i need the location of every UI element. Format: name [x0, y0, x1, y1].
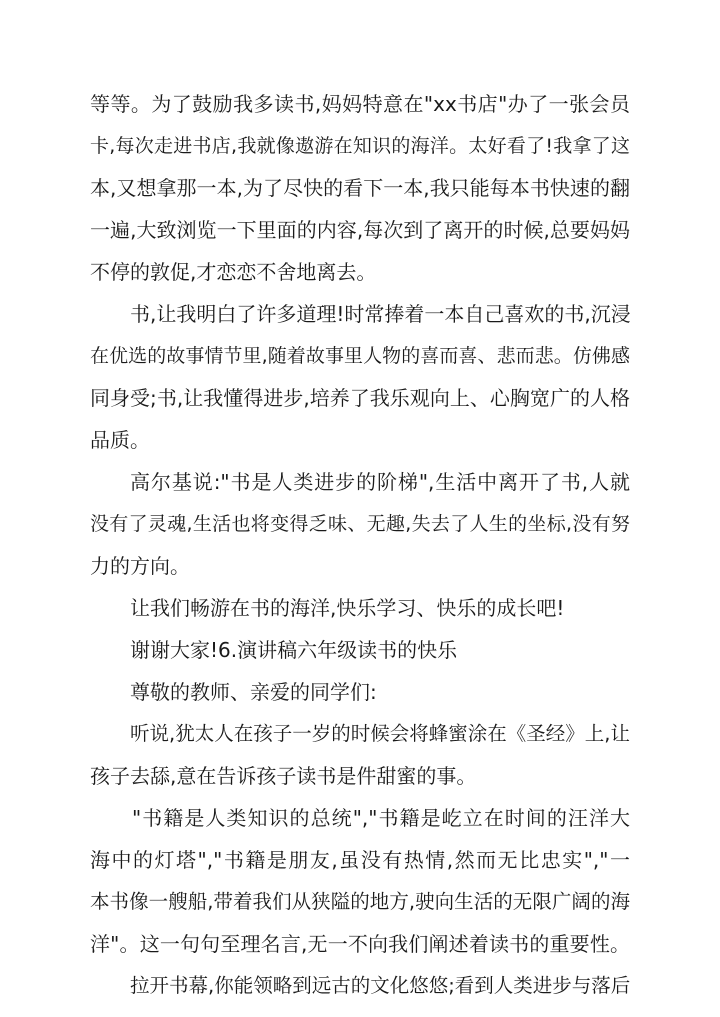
- paragraph-8-line-2: 海中的灯塔","书籍是朋友,虽没有热情,然而无比忠实","一: [90, 848, 630, 872]
- paragraph-2-line-1: 书,让我明白了许多道理!时常捧着一本自己喜欢的书,沉浸: [130, 302, 631, 326]
- paragraph-3-line-1: 高尔基说:"书是人类进步的阶梯",生活中离开了书,人就: [130, 470, 630, 494]
- paragraph-7-line-2: 孩子去舔,意在告诉孩子读书是件甜蜜的事。: [90, 764, 477, 788]
- paragraph-1-line-1: 等等。为了鼓励我多读书,妈妈特意在"xx书店"办了一张会员: [90, 92, 630, 116]
- paragraph-8-line-4: 洋"。这一句句至理名言,无一不向我们阐述着读书的重要性。: [90, 932, 630, 956]
- paragraph-2-line-2: 在优选的故事情节里,随着故事里人物的喜而喜、悲而悲。仿佛感: [90, 345, 630, 367]
- paragraph-1-line-5: 不停的敦促,才恋恋不舍地离去。: [90, 260, 377, 284]
- paragraph-1-line-4: 一遍,大致浏览一下里面的内容,每次到了离开的时候,总要妈妈: [90, 218, 630, 242]
- paragraph-1-line-3: 本,又想拿那一本,为了尽快的看下一本,我只能每本书快速的翻: [90, 176, 630, 200]
- paragraph-9-line-1: 拉开书幕,你能领略到远古的文化悠悠;看到人类进步与落后: [130, 974, 631, 997]
- paragraph-7-line-1: 听说,犹太人在孩子一岁的时候会将蜂蜜涂在《圣经》上,让: [130, 722, 630, 745]
- paragraph-5-line-1: 谢谢大家!6.演讲稿六年级读书的快乐: [130, 638, 458, 662]
- paragraph-3-line-2: 没有了灵魂,生活也将变得乏味、无趣,失去了人生的坐标,没有努: [90, 513, 630, 535]
- paragraph-8-line-1: "书籍是人类知识的总统","书籍是屹立在时间的汪洋大: [132, 806, 630, 830]
- paragraph-2-line-3: 同身受;书,让我懂得进步,培养了我乐观向上、心胸宽广的人格: [90, 386, 630, 410]
- paragraph-8-line-3: 本书像一艘船,带着我们从狭隘的地方,驶向生活的无限广阔的海: [90, 890, 630, 913]
- paragraph-6-line-1: 尊敬的教师、亲爱的同学们:: [130, 680, 377, 704]
- paragraph-2-line-4: 品质。: [90, 428, 150, 452]
- paragraph-4-line-1: 让我们畅游在书的海洋,快乐学习、快乐的成长吧!: [130, 596, 565, 620]
- paragraph-3-line-3: 力的方向。: [90, 554, 190, 578]
- paragraph-1-line-2: 卡,每次走进书店,我就像遨游在知识的海洋。太好看了!我拿了这: [90, 135, 630, 157]
